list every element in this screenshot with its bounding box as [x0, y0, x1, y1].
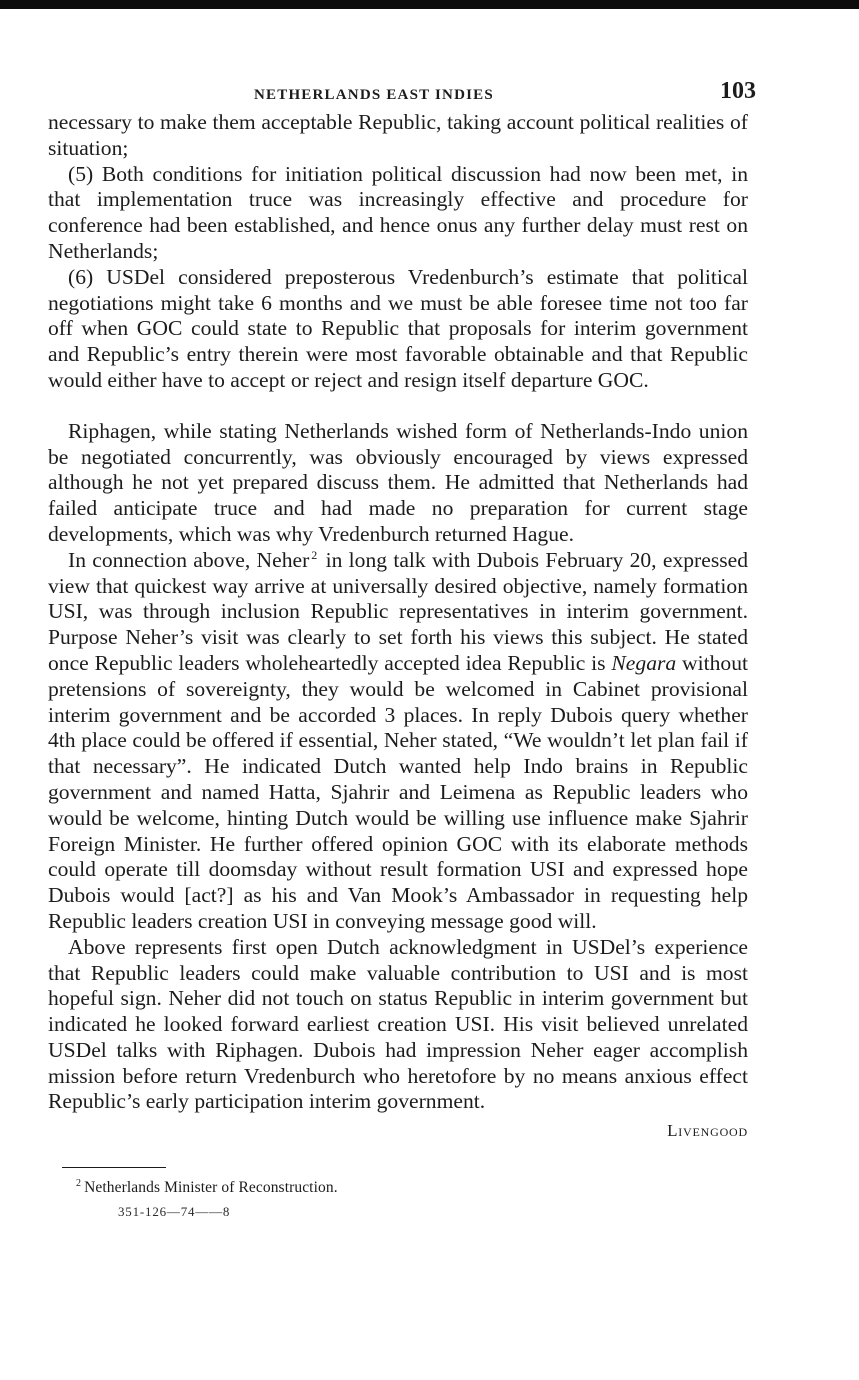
paragraph-neher — [48, 548, 748, 935]
footnote-divider — [62, 1167, 166, 1168]
paragraph-assessment: Above represents first open Dutch acknowledgment in USDel’s experience that Republic leaders could make valuable contribution to USI and is most hopeful sign. Neher did not touch on status Republic in interim government but indicated he looked forward earliest creation USI. His visit believed unrelated USDel talks with Riphagen. Dubois had impression Neher eager accomplish mission before return Vredenburch who heretofore by no means anxious effect Republic’s early participation interim government. — [48, 934, 748, 1114]
signature: Livengood — [667, 1121, 748, 1141]
paragraph-point-6: (6) USDel considered preposterous Vredenburch’s estimate that political negotiations might take 6 months and we must be able foresee time not too far off when GOC could state to Republic that proposals for interim government and Republic’s entry therein were most favorable obtainable and that Republic would either have to accept or reject and resign itself departure GOC. — [48, 264, 748, 392]
footnote-marker: 2 — [76, 1178, 82, 1190]
running-title: NETHERLANDS EAST INDIES — [254, 87, 494, 103]
document-page — [48, 78, 756, 1220]
page-header — [48, 78, 756, 110]
printer-code: 351-126—74——8 — [118, 1204, 231, 1220]
paragraph-point-5: (5) Both conditions for initiation political discussion had now been met, in that implementation truce was increasingly effective and procedure for conference had been established, and hence onus any further delay must rest on Netherlands; — [48, 161, 748, 263]
paragraph-neher-part-3: without pretensions of sovereignty, they would be welcomed in Cabinet provisional interim government and be accorded 3 places. In reply Dubois query whether 4th place could be offered if essential, Neher stated, “We wouldn’t let plan fail if that necessary”. He indicated Dutch wanted help Indo brains in Republic government and named Hatta, Sjahrir and Leimena as Republic leaders who would be welcome, hinting Dutch would be willing use influence make Sjahrir Foreign Minister. He further offered opinion GOC with its elaborate methods could operate till doomsday without result formation USI and expressed hope Dubois would [act?] as his and Van Mook’s Ambassador in requesting help Republic leaders creation USI in conveying message good will. — [48, 650, 748, 933]
page-top-border — [0, 0, 859, 9]
paragraph-continuation: necessary to make them acceptable Republic, taking account political realities of situation; — [48, 110, 748, 160]
paragraph-neher-part-1: In connection above, Neher — [68, 547, 310, 572]
paragraph-riphagen: Riphagen, while stating Netherlands wished form of Netherlands-Indo union be negotiated concurrently, was obviously encouraged by views expressed although he not yet prepared discuss them. He admitted that Netherlands had failed anticipate truce and had made no preparation for current stage developments, which was why Vredenburch returned Hague. — [48, 418, 748, 546]
paragraph-neher-part-2: in long talk with Dubois February 20, expressed view that quickest way arrive at universally desired objective, namely formation USI, was through inclusion Republic representatives in interim government. Purpose Neher’s visit was clearly to set forth his views this subject. He stated once Republic leaders wholeheartedly accepted idea Republic is — [48, 547, 749, 675]
page-number: 103 — [720, 78, 756, 104]
footnote-text: Netherlands Minister of Reconstruction. — [84, 1179, 338, 1197]
italic-term-negara: Negara — [611, 650, 677, 675]
footnote-reference: 2 — [311, 547, 318, 562]
footnote — [76, 1178, 748, 1198]
